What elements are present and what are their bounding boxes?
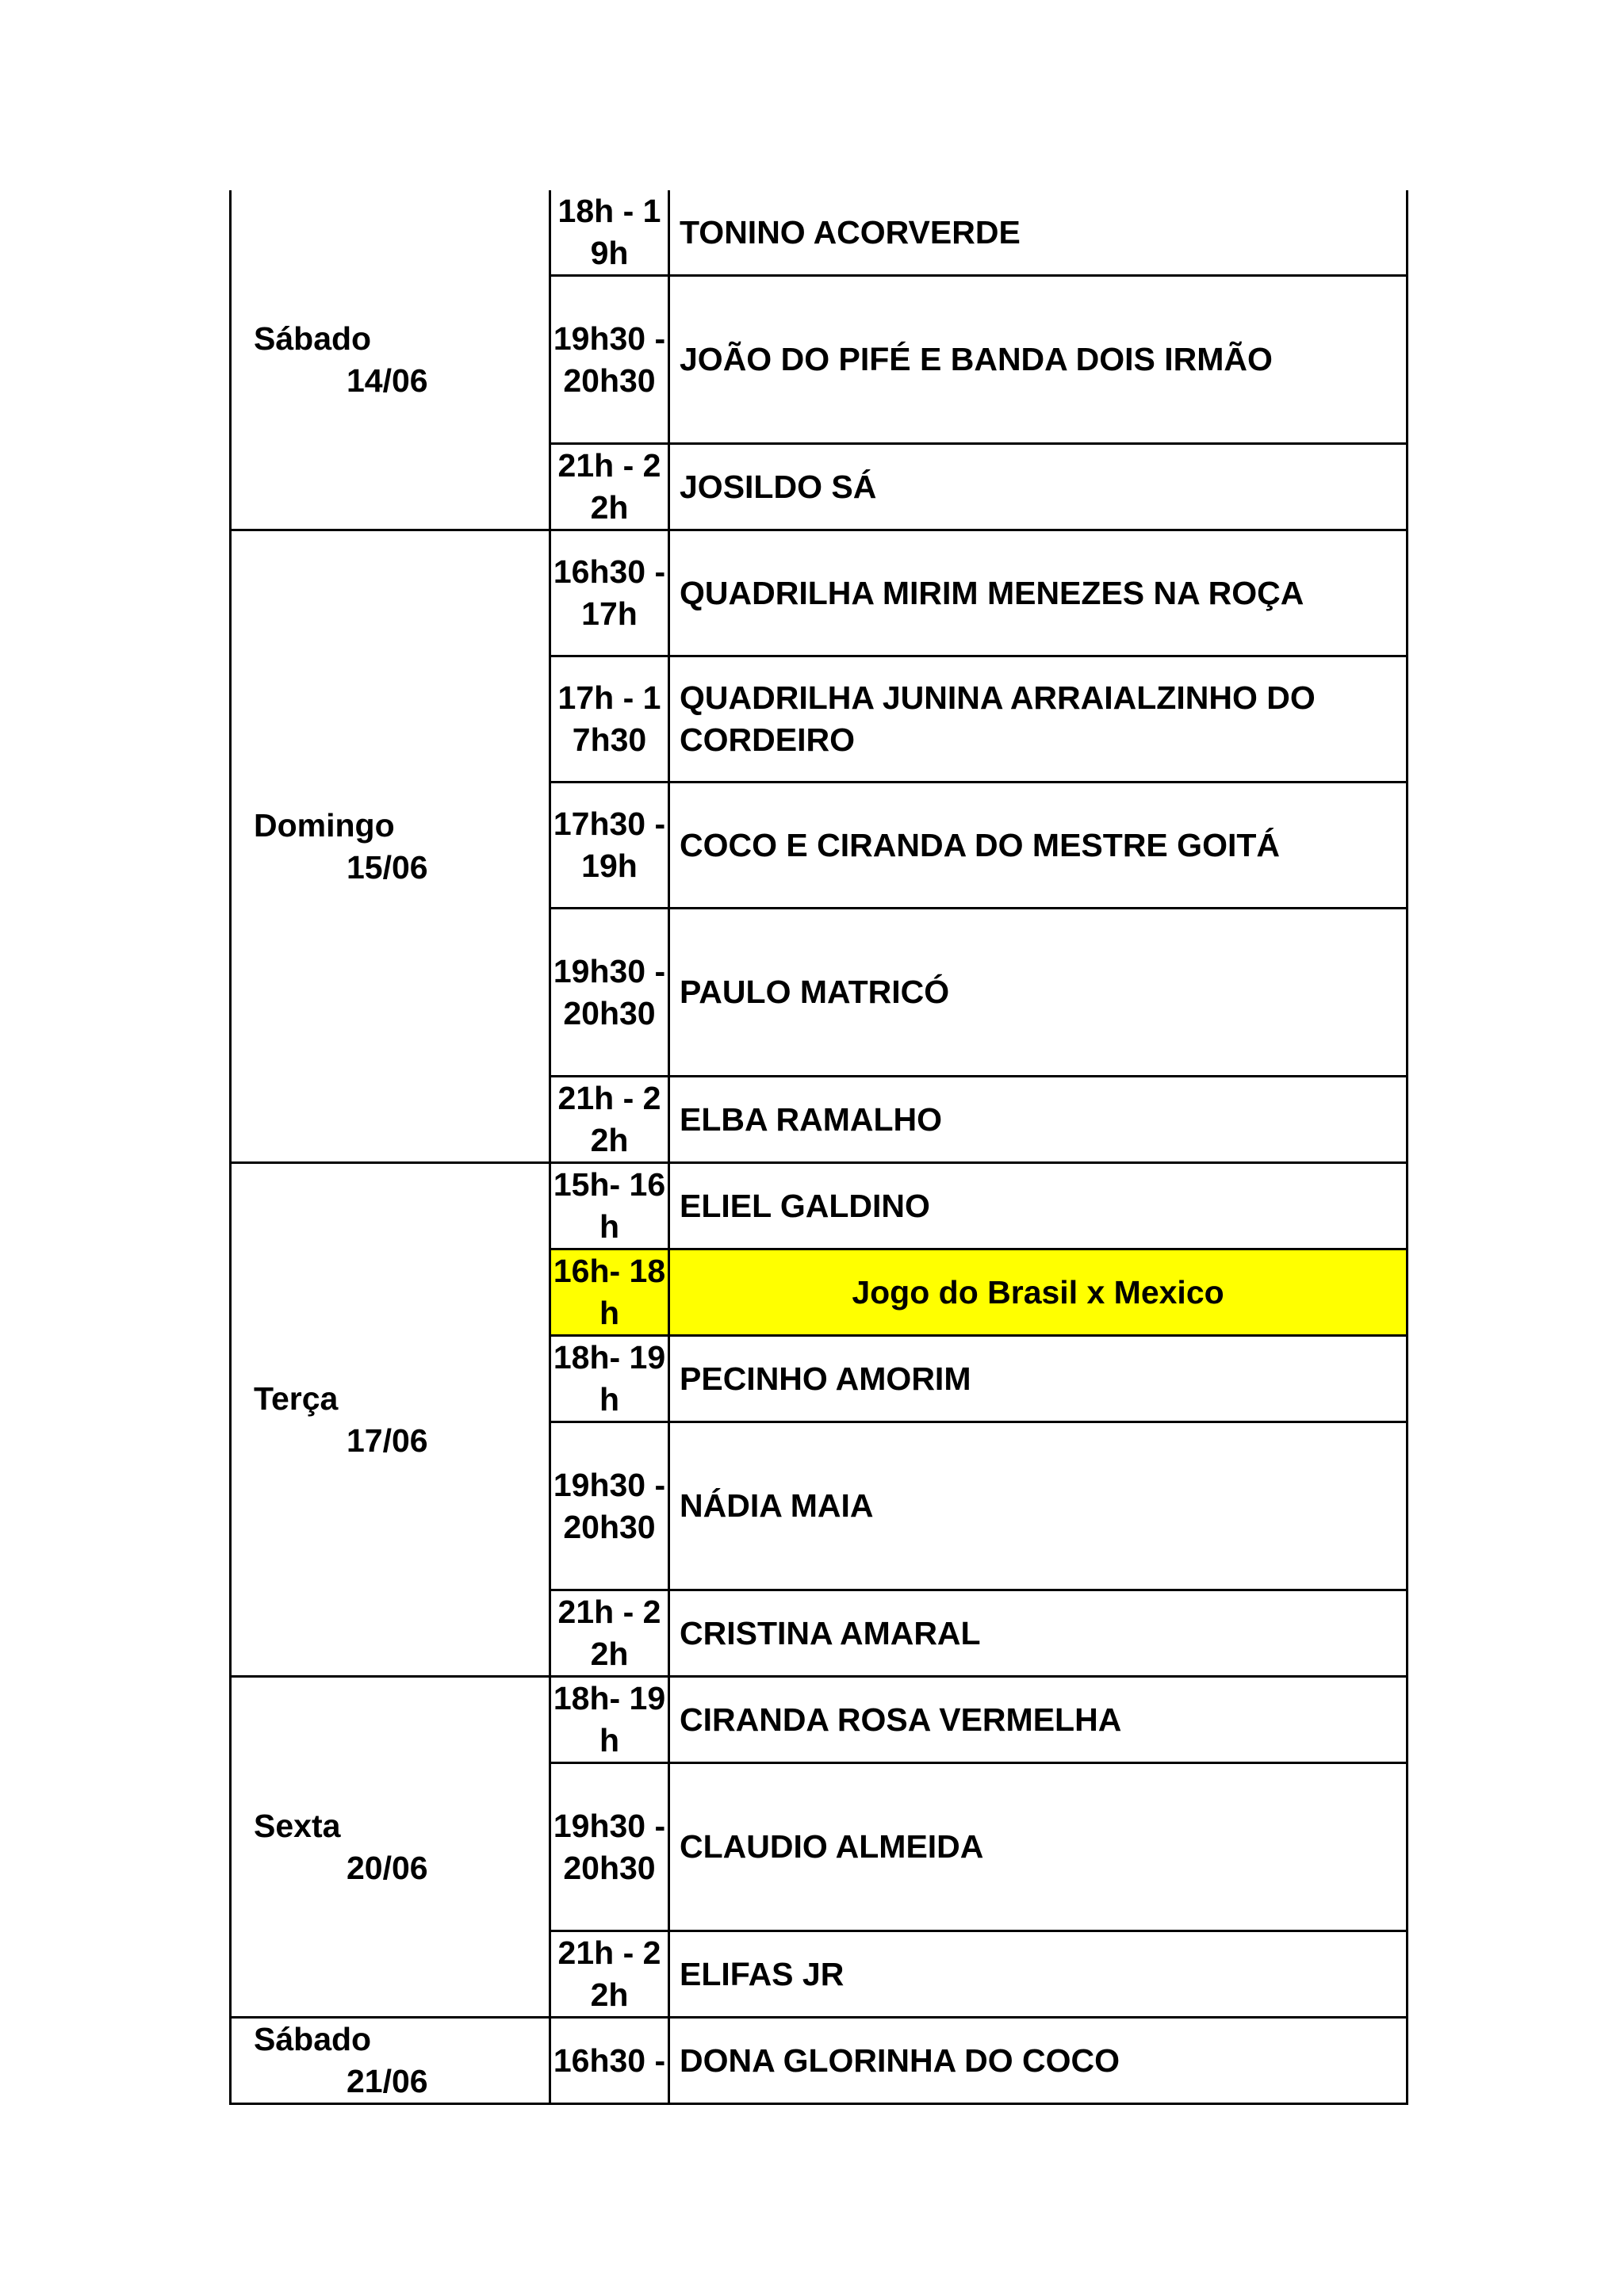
- act-cell: COCO E CIRANDA DO MESTRE GOITÁ: [669, 783, 1408, 909]
- time-cell: 16h30 -: [550, 2018, 669, 2104]
- day-date: 21/06: [347, 2063, 428, 2099]
- schedule-row: [231, 1677, 1408, 1763]
- act-cell: PECINHO AMORIM: [669, 1336, 1408, 1422]
- day-cell: [231, 530, 550, 1163]
- day-name: Sábado: [254, 2021, 372, 2057]
- schedule-body: [231, 190, 1408, 2104]
- time-cell: 18h - 19h: [550, 190, 669, 276]
- match-cell: Jogo do Brasil x Mexico: [669, 1249, 1408, 1336]
- act-cell: ELIEL GALDINO: [669, 1163, 1408, 1249]
- day-date: 17/06: [347, 1422, 428, 1459]
- schedule-row: [231, 2018, 1408, 2104]
- act-cell: NÁDIA MAIA: [669, 1422, 1408, 1590]
- act-cell: ELIFAS JR: [669, 1931, 1408, 2018]
- day-date: 15/06: [347, 848, 428, 886]
- time-cell: 21h - 22h: [550, 1931, 669, 2018]
- act-cell: DONA GLORINHA DO COCO: [669, 2018, 1408, 2104]
- time-cell: 15h- 16h: [550, 1163, 669, 1249]
- time-cell: 19h30 - 20h30: [550, 276, 669, 444]
- act-cell: QUADRILHA JUNINA ARRAIALZINHO DO CORDEIRO: [669, 656, 1408, 783]
- day-name: Sábado: [254, 320, 372, 357]
- day-date: 20/06: [347, 1849, 428, 1886]
- schedule-row: [231, 1163, 1408, 1249]
- act-cell: QUADRILHA MIRIM MENEZES NA ROÇA: [669, 530, 1408, 656]
- day-cell: [231, 1163, 550, 1677]
- time-cell: 21h - 22h: [550, 1077, 669, 1163]
- time-cell: 18h- 19h: [550, 1336, 669, 1422]
- day-name: Sexta: [254, 1807, 341, 1844]
- schedule-table: [229, 190, 1408, 2105]
- act-cell: JOÃO DO PIFÉ E BANDA DOIS IRMÃO: [669, 276, 1408, 444]
- time-cell: 17h - 17h30: [550, 656, 669, 783]
- time-cell: 16h- 18h: [550, 1249, 669, 1336]
- time-cell: 19h30 - 20h30: [550, 1763, 669, 1931]
- day-cell: [231, 190, 550, 530]
- day-name: Domingo: [254, 806, 395, 844]
- time-cell: 17h30 - 19h: [550, 783, 669, 909]
- act-cell: JOSILDO SÁ: [669, 444, 1408, 530]
- act-cell: TONINO ACORVERDE: [669, 190, 1408, 276]
- act-cell: PAULO MATRICÓ: [669, 909, 1408, 1077]
- time-cell: 21h - 22h: [550, 1590, 669, 1677]
- act-cell: CLAUDIO ALMEIDA: [669, 1763, 1408, 1931]
- act-cell: CIRANDA ROSA VERMELHA: [669, 1677, 1408, 1763]
- schedule-row: [231, 190, 1408, 276]
- time-cell: 16h30 - 17h: [550, 530, 669, 656]
- act-cell: CRISTINA AMARAL: [669, 1590, 1408, 1677]
- time-cell: 19h30 - 20h30: [550, 909, 669, 1077]
- time-cell: 21h - 22h: [550, 444, 669, 530]
- day-name: Terça: [254, 1380, 339, 1417]
- time-cell: 19h30 - 20h30: [550, 1422, 669, 1590]
- time-cell: 18h- 19h: [550, 1677, 669, 1763]
- day-cell: [231, 2018, 550, 2104]
- day-cell: [231, 1677, 550, 2018]
- schedule-row: [231, 530, 1408, 656]
- act-cell: ELBA RAMALHO: [669, 1077, 1408, 1163]
- day-date: 14/06: [347, 362, 428, 399]
